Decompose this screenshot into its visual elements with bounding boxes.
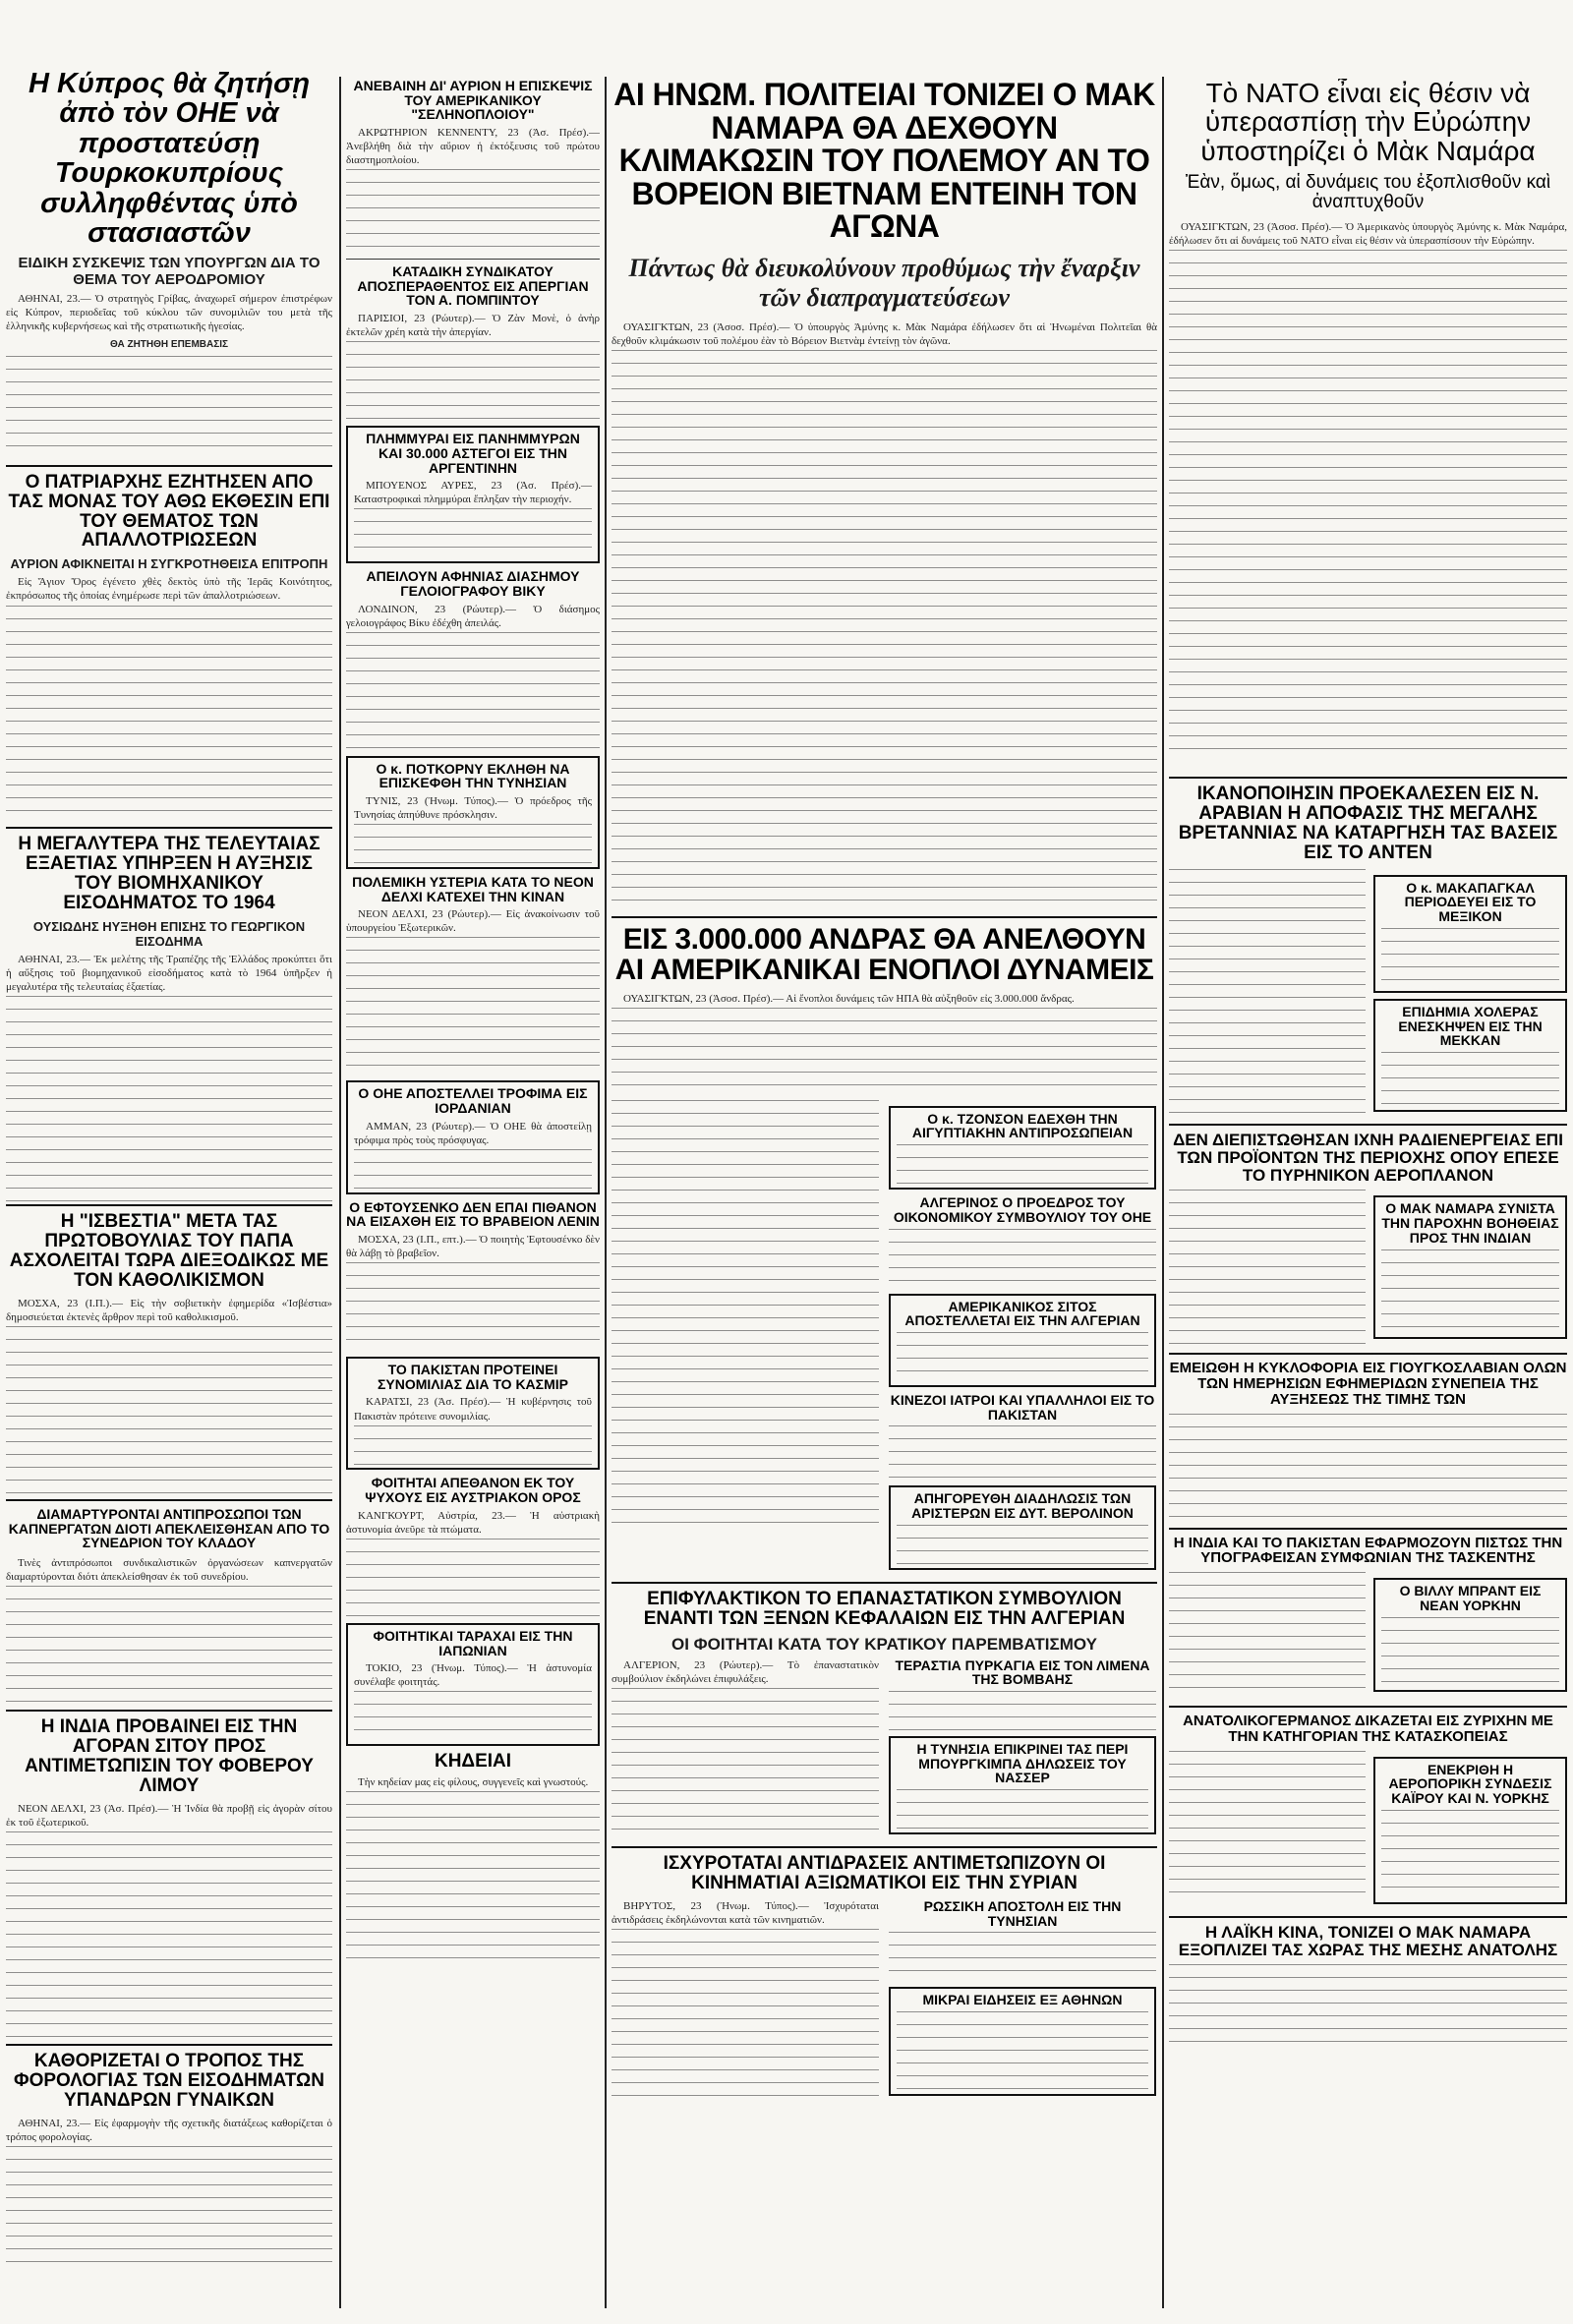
subcolumn-right [889, 1658, 1156, 1840]
article-viki [346, 603, 600, 750]
article-text: ΤΟΚΙΟ, 23 (Ἠνωμ. Τύπος).— Ἡ ἀστυνομία συνέλαβε φοιτητάς. [354, 1662, 592, 1689]
article-tobacco [6, 1556, 332, 1704]
subcolumns-syria [612, 1899, 1157, 2102]
subcolumns-radio [1169, 1190, 1567, 1347]
article-3m [612, 992, 1157, 1100]
article-kennedy [346, 126, 600, 254]
article-text: ΟΥΑΣΙΓΚΤΩΝ, 23 (Ἀσοσ. Πρέσ).— Ὁ Ἀμερικανὸς ὑπουργὸς Ἀμύνης κ. Μὰκ Ναμάρα, ἐδήλωσεν ὅτι αἱ δυνάμεις τοῦ ΝΑΤΟ εἶναι εἰς θέσιν νὰ ὑπερασπίσουν τὴν Εὐρώπην. [1169, 221, 1567, 248]
text-column [6, 606, 332, 817]
text-column [354, 824, 592, 863]
headline-arrest: ΑΠΗΓΟΡΕΥΘΗ ΔΙΑΔΗΛΩΣΙΣ ΤΩΝ ΑΡΙΣΤΕΡΩΝ ΕΙΣ ΔΥΤ. ΒΕΡΟΛΙΝΟΝ [911, 1490, 1134, 1521]
headline-income: Η ΜΕΓΑΛΥΤΕΡΑ ΤΗΣ ΤΕΛΕΥΤΑΙΑΣ ΕΞΑΕΤΙΑΣ ΥΠΗΡΞΕΝ Η ΑΥΞΗΣΙΣ ΤΟΥ ΒΙΟΜΗΧΑΝΙΚΟΥ ΕΙΣΟΔΗΜΑΤΟΣ ΤΟ 1964 [18, 834, 320, 914]
article-kashmir [354, 1395, 592, 1464]
headline-india-food: Η ΙΝΔΙΑ ΠΡΟΒΑΙΝΕΙ ΕΙΣ ΤΗΝ ΑΓΟΡΑΝ ΣΙΤΟΥ ΠΡΟΣ ΑΝΤΙΜΕΤΩΠΙΣΙΝ ΤΟΥ ΦΟΒΕΡΟΥ ΛΙΜΟΥ [25, 1715, 314, 1796]
headline-strike: ΚΑΤΑΔΙΚΗ ΣΥΝΔΙΚΑΤΟΥ ΑΠΟΣΠΕΡΑΘΕΝΤΟΣ ΕΙΣ ΑΠΕΡΓΙΑΝ ΤΟΝ Α. ΠΟΜΠΙΝΤΟΥ [357, 263, 589, 309]
subcolumn-right [1373, 869, 1567, 1118]
divider [6, 465, 332, 467]
article-patriarch [6, 575, 332, 821]
subcolumns-tashkent [1169, 1572, 1567, 1700]
text-column [889, 1229, 1156, 1288]
text-column [1169, 1751, 1366, 1898]
article-text: ΜΟΣΧΑ, 23 (Ι.Π.).— Εἰς τὴν σοβιετικὴν ἐφημερίδα «Ἰσβέστια» δημοσιεύεται ἐκτενὲς ἄρθρον περὶ τοῦ καθολικισμοῦ. [6, 1297, 332, 1323]
boxed-article-mcn-india [1373, 1195, 1567, 1338]
headline-kennedy: ΑΝΕΒΑΙΝΗ ΔΙ' ΑΥΡΙΟΝ Η ΕΠΙΣΚΕΨΙΣ ΤΟΥ ΑΜΕΡΙΚΑΝΙΚΟΥ "ΣΕΛΗΝΟΠΛΟΙΟΥ" [353, 79, 593, 123]
divider [1169, 777, 1567, 779]
divider [1169, 1916, 1567, 1918]
article-text: ΚΑΡΑΤΣΙ, 23 (Ἀσ. Πρέσ).— Ἡ κυβέρνησις τοῦ Πακιστὰν πρότεινε συνομιλίας. [354, 1396, 592, 1423]
text-column [1381, 1810, 1559, 1898]
headline-3m: ΕΙΣ 3.000.000 ΑΝΔΡΑΣ ΘΑ ΑΝΕΛΘΟΥΝ ΑΙ ΑΜΕΡΙΚΑΝΙΚΑΙ ΕΝΟΠΛΟΙ ΔΥΝΑΜΕΙΣ [614, 922, 1154, 987]
headline-china: Η ΛΑΪΚΗ ΚΙΝΑ, ΤΟΝΙΖΕΙ Ο ΜΑΚ ΝΑΜΑΡΑ ΕΞΟΠΛΙΖΕΙ ΤΑΣ ΧΩΡΑΣ ΤΗΣ ΜΕΣΗΣ ΑΝΑΤΟΛΗΣ [1178, 1922, 1558, 1959]
text-column [1169, 1190, 1366, 1347]
divider [6, 1499, 332, 1501]
headline-students: ΦΟΙΤΗΤΑΙ ΑΠΕΘΑΝΟΝ ΕΚ ΤΟΥ ΨΥΧΟΥΣ ΕΙΣ ΑΥΣΤΡΙΑΚΟΝ ΟΡΟΣ [365, 1475, 581, 1506]
headline-funeral: ΚΗΔΕΙΑΙ [434, 1751, 512, 1772]
text-column [346, 169, 600, 262]
subcolumn-left [1169, 1190, 1366, 1347]
subhead-nato: Ἐὰν, ὅμως, αἱ δυνάμεις του ἐξοπλισθοῦν καὶ ἀναπτυχθοῦν [1185, 172, 1551, 213]
headline-hysteria: ΠΟΛΕΜΙΚΗ ΥΣΤΕΡΙΑ ΚΑΤΑ ΤΟ ΝΕΟΝ ΔΕΛΧΙ ΚΑΤΕΧΕΙ ΤΗΝ ΚΙΝΑΝ [352, 873, 594, 904]
text-column [1381, 1617, 1559, 1686]
text-column [346, 341, 600, 420]
headline-air: ΕΝΕΚΡΙΘΗ Η ΑΕΡΟΠΟΡΙΚΗ ΣΥΝΔΕΣΙΣ ΚΑΪΡΟΥ ΚΑΙ Ν. ΥΟΡΚΗΣ [1388, 1761, 1552, 1807]
subcolumn-left [1169, 1572, 1366, 1700]
text-column [346, 1791, 600, 1958]
headline-news: ΜΙΚΡΑΙ ΕΙΔΗΣΕΙΣ ΕΞ ΑΘΗΝΩΝ [922, 1992, 1123, 2008]
boxed-article-tunisia [889, 1736, 1156, 1834]
headline-tashkent: Η ΙΝΔΙΑ ΚΑΙ ΤΟ ΠΑΚΙΣΤΑΝ ΕΦΑΡΜΟΖΟΥΝ ΠΙΣΤΩΣ ΤΗΝ ΥΠΟΓΡΑΦΕΙΣΑΝ ΣΥΜΦΩΝΙΑΝ ΤΗΣ ΤΑΣΚΕΝΤΗΣ [1173, 1534, 1563, 1567]
article-students [346, 1509, 600, 1617]
headline-patriarch: Ο ΠΑΤΡΙΑΡΧΗΣ ΕΖΗΤΗΣΕΝ ΑΠΟ ΤΑΣ ΜΟΝΑΣ ΤΟΥ ΑΘΩ ΕΚΘΕΣΙΝ ΕΠΙ ΤΟΥ ΘΕΜΑΤΟΣ ΤΩΝ ΑΠΑΛΛΟΤΡΙΩΣΕΩΝ [8, 471, 330, 552]
headline-izvestia: Η "ΙΣΒΕΣΤΙΑ" ΜΕΤΑ ΤΑΣ ΠΡΩΤΟΒΟΥΛΙΑΣ ΤΟΥ ΠΑΠΑ ΑΣΧΟΛΕΙΤΑΙ ΤΩΡΑ ΔΙΕΞΟΔΙΚΩΣ ΜΕ ΤΟΝ ΚΑΘΟΛΙΚΙΣΜΟΝ [9, 1211, 329, 1291]
article-text: ΒΗΡΥΤΟΣ, 23 (Ἠνωμ. Τύπος).— Ἰσχυρόταται ἀντιδράσεις ἐκδηλώνονται κατὰ τῶν κινηματιῶν. [612, 1899, 879, 1926]
subhead-patriarch: ΑΥΡΙΟΝ ΑΦΙΚΝΕΙΤΑΙ Η ΣΥΓΚΡΟΤΗΘΕΙΣΑ ΕΠΙΤΡΟΠΗ [10, 556, 328, 572]
text-column [612, 350, 1157, 901]
text-column [1169, 1414, 1567, 1522]
column-3 [612, 79, 1157, 2320]
article-text: ΤΥΝΙΣ, 23 (Ἠνωμ. Τύπος).— Ὁ πρόεδρος τῆς Τυνησίας ἀπηύθυνε πρόσκλησιν. [354, 794, 592, 822]
headline-yugoslavia: ΕΜΕΙΩΘΗ Η ΚΥΚΛΟΦΟΡΙΑ ΕΙΣ ΓΙΟΥΓΚΟΣΛΑΒΙΑΝ ΟΛΩΝ ΤΩΝ ΗΜΕΡΗΣΙΩΝ ΕΦΗΜΕΡΙΔΩΝ ΣΥΝΕΠΕΙΑ ΤΗΣ ΑΥΞΗΣΕΩΣ ΤΗΣ ΤΙΜΗΣ ΤΩΝ [1169, 1360, 1567, 1408]
article-izvestia [6, 1297, 332, 1493]
headline-jordan: Ο ΟΗΕ ΑΠΟΣΤΕΛΛΕΙ ΤΡΟΦΙΜΑ ΕΙΣ ΙΟΡΔΑΝΙΑΝ [358, 1085, 588, 1116]
article-nato [1169, 220, 1567, 771]
text-column [612, 1929, 879, 2096]
text-column [6, 1831, 332, 2038]
divider [612, 916, 1157, 918]
divider [1169, 1353, 1567, 1355]
text-column [346, 937, 600, 1075]
headline-syria: ΙΣΧΥΡΟΤΑΤΑΙ ΑΝΤΙΔΡΑΣΕΙΣ ΑΝΤΙΜΕΤΩΠΙΖΟΥΝ ΟΙ ΚΙΝΗΜΑΤΙΑΙ ΑΞΙΩΜΑΤΙΚΟΙ ΕΙΣ ΤΗΝ ΣΥΡΙΑΝ [663, 1852, 1106, 1893]
subcolumns-algeria [612, 1658, 1157, 1840]
article-text: ΟΥΑΣΙΓΚΤΩΝ, 23 (Ἀσοσ. Πρέσ).— Αἱ ἔνοπλοι δυνάμεις τῶν ΗΠΑ θὰ αὐξηθοῦν εἰς 3.000.000 ἄνδρας. [623, 992, 1075, 1005]
headline-algerian-pres: ΑΛΓΕΡΙΝΟΣ Ο ΠΡΟΕΔΡΟΣ ΤΟΥ ΟΙΚΟΝΟΜΙΚΟΥ ΣΥΜΒΟΥΛΙΟΥ ΤΟΥ ΟΗΕ [893, 1194, 1152, 1225]
headline-algeria: ΕΠΙΦΥΛΑΚΤΙΚΟΝ ΤΟ ΕΠΑΝΑΣΤΑΤΙΚΟΝ ΣΥΜΒΟΥΛΙΟΝ ΕΝΑΝΤΙ ΤΩΝ ΞΕΝΩΝ ΚΕΦΑΛΑΙΩΝ ΕΙΣ ΤΗΝ ΑΛΓΕΡΙΑΝ [643, 1588, 1126, 1629]
boxed-article-potr [346, 756, 600, 869]
text-column [1169, 250, 1567, 761]
headline-cholera: ΕΠΙΔΗΜΙΑ ΧΟΛΕΡΑΣ ΕΝΕΣΚΗΨΕΝ ΕΙΣ ΤΗΝ ΜΕΚΚΑΝ [1398, 1003, 1543, 1049]
text-column [1169, 869, 1366, 1115]
headline-wheat: ΑΜΕΡΙΚΑΝΙΚΟΣ ΣΙΤΟΣ ΑΠΟΣΤΕΛΛΕΤΑΙ ΕΙΣ ΤΗΝ ΑΛΓΕΡΙΑΝ [904, 1298, 1140, 1329]
text-column [354, 1691, 592, 1740]
article-text: Εἰς Ἅγιον Ὄρος ἐγένετο χθὲς δεκτὸς ὑπὸ τῆς Ἱερᾶς Κοινότητος, ἐκπρόσωπος τῆς ὁποίας ἐνημέρωσε περὶ τῶν ἀπαλλοτριώσεων. [6, 576, 332, 603]
boxed-article-japan [346, 1623, 600, 1746]
article-hysteria [346, 907, 600, 1075]
boxed-article-wheat [889, 1294, 1156, 1387]
text-column [897, 1525, 1148, 1564]
headline-radio: ΔΕΝ ΔΙΕΠΙΣΤΩΘΗΣΑΝ ΙΧΝΗ ΡΑΔΙΕΝΕΡΓΕΙΑΣ ΕΠΙ ΤΩΝ ΠΡΟΪΟΝΤΩΝ ΤΗΣ ΠΕΡΙΟΧΗΣ ΟΠΟΥ ΕΠΕΣΕ ΤΟ ΠΥΡΗΝΙΚΟΝ ΑΕΡΟΠΛΑΝΟΝ [1173, 1130, 1563, 1185]
text-column [897, 1789, 1148, 1829]
text-column [346, 1262, 600, 1351]
article-text: ΑΜΜΑΝ, 23 (Ρώυτερ).— Ὁ ΟΗΕ θὰ ἀποστείλῃ τρόφιμα πρὸς τοὺς πρόσφυγας. [354, 1120, 592, 1146]
article-text: ΜΟΣΧΑ, 23 (Ι.Π., επτ.).— Ὁ ποιητὴς Ἐφτουσένκο δὲν θὰ λάβῃ τὸ βραβεῖον. [346, 1234, 600, 1260]
subhead-cyprus: ΕΙΔΙΚΗ ΣΥΣΚΕΨΙΣ ΤΩΝ ΥΠΟΥΡΓΩΝ ΔΙΑ ΤΟ ΘΕΜΑ ΤΟΥ ΑΕΡΟΔΡΟΜΙΟΥ [18, 254, 320, 288]
text-column [889, 1691, 1156, 1730]
article-main [612, 320, 1157, 910]
divider [1169, 1706, 1567, 1708]
text-column [1169, 1572, 1366, 1700]
headline-tax: ΚΑΘΟΡΙΖΕΤΑΙ Ο ΤΡΟΠΟΣ ΤΗΣ ΦΟΡΟΛΟΓΙΑΣ ΤΩΝ ΕΙΣΟΔΗΜΑΤΩΝ ΥΠΑΝΔΡΩΝ ΓΥΝΑΙΚΩΝ [13, 2050, 325, 2111]
article-text: ΚΑΝΓΚΟΥΡΤ, Αὐστρία, 23.— Ἡ αὐστριακὴ ἀστυνομία ἀνεῦρε τὰ πτώματα. [346, 1509, 600, 1536]
headline-floods: ΠΛΗΜΜΥΡΑΙ ΕΙΣ ΠΑΝΗΜΜΥΡΩΝ ΚΑΙ 30.000 ΑΣΤΕΓΟΙ ΕΙΣ ΤΗΝ ΑΡΓΕΝΤΙΝΗΝ [366, 431, 580, 476]
text-column [354, 508, 592, 557]
headline-efto: Ο ΕΦΤΟΥΣΕΝΚΟ ΔΕΝ ΕΠΑΙ ΠΙΘΑΝΟΝ ΝΑ ΕΙΣΑΧΘΗ ΕΙΣ ΤΟ ΒΡΑΒΕΙΟΝ ΛΕΝΙΝ [346, 1198, 600, 1230]
headline-tunisia: Η ΤΥΝΗΣΙΑ ΕΠΙΚΡΙΝΕΙ ΤΑΣ ΠΕΡΙ ΜΠΟΥΡΓΚΙΜΠΑ ΔΗΛΩΣΕΙΣ ΤΟΥ ΝΑΣΣΕΡ [916, 1740, 1129, 1786]
divider [612, 1846, 1157, 1848]
divider [1169, 1124, 1567, 1126]
subcolumn-left [612, 1100, 879, 1576]
article-text: ΑΘΗΝΑΙ, 23.— Ὁ στρατηγὸς Γρίβας, ἀναχωρεῖ σήμερον ἐπιστρέφων εἰς Κύπρον, περιοδεῖας τοῦ κύκλου τῶν συνομιλιῶν του μετὰ τῆς ἑλληνικῆς κυβερνήσεως καὶ τῆς στρατιωτικῆς ἡγεσίας. [6, 292, 332, 332]
boxed-article-cholera [1373, 999, 1567, 1112]
boxed-article-news [889, 1987, 1156, 2096]
boxed-article-air [1373, 1757, 1567, 1904]
column-4 [1169, 79, 1567, 2320]
headline-zurich: ΑΝΑΤΟΛΙΚΟΓΕΡΜΑΝΟΣ ΔΙΚΑΖΕΤΑΙ ΕΙΣ ΖΥΡΙΧΗΝ ΜΕ ΤΗΝ ΚΑΤΗΓΟΡΙΑΝ ΤΗΣ ΚΑΤΑΣΚΟΠΕΙΑΣ [1183, 1713, 1553, 1745]
article-strike [346, 312, 600, 420]
article-potr [354, 794, 592, 863]
headline-japan: ΦΟΙΤΗΤΙΚΑΙ ΤΑΡΑΧΑΙ ΕΙΣ ΤΗΝ ΙΑΠΩΝΙΑΝ [373, 1627, 573, 1658]
article-text: ΝΕΟΝ ΔΕΛΧΙ, 23 (Ἀσ. Πρέσ).— Ἡ Ἰνδία θὰ προβῇ εἰς ἀγορὰν σίτου ἐκ τοῦ ἐξωτερικοῦ. [6, 1802, 332, 1829]
boxed-article-floods [346, 426, 600, 563]
article-jordan [354, 1120, 592, 1189]
text-column [612, 1100, 879, 1533]
subhead-income: ΟΥΣΙΩΔΗΣ ΗΥΞΗΘΗ ΕΠΙΣΗΣ ΤΟ ΓΕΩΡΓΙΚΟΝ ΕΙΣΟΔΗΜΑ [32, 919, 306, 950]
divider [6, 1710, 332, 1712]
headline-arabia: ΙΚΑΝΟΠΟΙΗΣΙΝ ΠΡΟΕΚΑΛΕΣΕΝ ΕΙΣ Ν. ΑΡΑΒΙΑΝ Η ΑΠΟΦΑΣΙΣ ΤΗΣ ΜΕΓΑΛΗΣ ΒΡΕΤΑΝΝΙΑΣ ΝΑ ΚΑΤΑΡΓΗΣΗ ΤΑΣ ΒΑΣΕΙΣ ΕΙΣ ΤΟ ΑΝΤΕΝ [1178, 784, 1558, 863]
text-column [897, 1332, 1148, 1381]
text-column [889, 1425, 1156, 1480]
column-rule [339, 77, 341, 2308]
text-column [6, 2146, 332, 2274]
article-text: ΠΑΡΙΣΙΟΙ, 23 (Ρώυτερ).— Ὁ Ζὰν Μονὲ, ὁ ἀνὴρ ἐκτελῶν χρέη κατὰ τὴν ἀπεργίαν. [346, 313, 600, 339]
article-income [6, 953, 332, 1198]
headline-kashmir: ΤΟ ΠΑΚΙΣΤΑΝ ΠΡΟΤΕΙΝΕΙ ΣΥΝΟΜΙΛΙΑΣ ΔΙΑ ΤΟ ΚΑΣΜΙΡ [378, 1362, 568, 1392]
text-column [1381, 1249, 1559, 1333]
column-2 [346, 79, 600, 2320]
headline-johnson: Ο κ. ΤΖΟΝΣΟΝ ΕΔΕΧΘΗ ΤΗΝ ΑΙΓΥΠΤΙΑΚΗΝ ΑΝΤΙΠΡΟΣΩΠΕΙΑΝ [911, 1110, 1134, 1141]
headline-russian: ΡΩΣΣΙΚΗ ΑΠΟΣΤΟΛΗ ΕΙΣ ΤΗΝ ΤΥΝΗΣΙΑΝ [923, 1897, 1122, 1929]
divider [6, 2044, 332, 2046]
subcolumn-right [1373, 1572, 1567, 1700]
article-text: ΟΥΑΣΙΓΚΤΩΝ, 23 (Ἀσοσ. Πρέσ).— Ὁ ὑπουργὸς Ἀμύνης κ. Μὰκ Ναμάρα ἐδήλωσεν ὅτι αἱ Ἡνωμέναι Πολιτεῖαι θὰ δεχθοῦν κλιμάκωσιν τοῦ πολέμου ἐὰν τὸ Βόρειον Βιετνὰμ ἐντείνῃ τὸν ἀγῶνα. [612, 320, 1157, 347]
boxed-article-makarios [1373, 875, 1567, 993]
boxed-article-brandt [1373, 1578, 1567, 1691]
subcolumns-arabia [1169, 869, 1567, 1118]
article-efto [346, 1233, 600, 1351]
article-text: ΝΕΟΝ ΔΕΛΧΙ, 23 (Ρώυτερ).— Εἰς ἀνακοίνωσιν τοῦ ὑπουργείου Ἐξωτερικῶν. [346, 908, 600, 935]
headline-nato: Τὸ ΝΑΤΟ εἶναι εἰς θέσιν νὰ ὑπερασπίσῃ τὴν Εὐρώπην ὑποστηρίζει ὁ Μὰκ Ναμάρα [1200, 79, 1536, 166]
article-text: ΑΘΗΝΑΙ, 23.— Εἰς ἐφαρμογὴν τῆς σχετικῆς διατάξεως καθορίζεται ὁ τρόπος φορολογίας. [6, 2117, 332, 2143]
headline-viki: ΑΠΕΙΛΟΥΝ ΑΦΗΝΙΑΣ ΔΙΑΣΗΜΟΥ ΓΕΛΟΙΟΓΡΑΦΟΥ ΒΙΚΥ [366, 568, 580, 599]
divider [1169, 1528, 1567, 1530]
article-japan [354, 1661, 592, 1740]
text-column [346, 1539, 600, 1617]
headline-ship: ΤΕΡΑΣΤΙΑ ΠΥΡΚΑΓΙΑ ΕΙΣ ΤΟΝ ΛΙΜΕΝΑ ΤΗΣ ΒΟΜΒΑΗΣ [895, 1656, 1150, 1688]
article-text: ΑΘΗΝΑΙ, 23.— Ἐκ μελέτης τῆς Τραπέζης τῆς Ἑλλάδος προκύπτει ὅτι ἡ αὔξησις τοῦ βιομηχανικοῦ εἰσοδήματος κατὰ τὸ 1964 ὑπῆρξεν ἡ μεγαλυτέρα τῆς τελευταίας ἑξαετίας. [6, 954, 332, 994]
divider [6, 827, 332, 829]
article-cyprus [6, 292, 332, 459]
italic-subhead: Πάντως θὰ διευκολύνουν προθύμως τὴν ἔναρξιν τῶν διαπραγματεύσεων [628, 253, 1140, 312]
headline-potr: Ο κ. ΠΟΤΚΟΡΝΥ ΕΚΛΗΘΗ ΝΑ ΕΠΙΣΚΕΦΘΗ ΤΗΝ ΤΥΝΗΣΙΑΝ [376, 760, 570, 791]
article-text: ΑΛΓΕΡΙΟΝ, 23 (Ρώυτερ).— Τὸ ἐπαναστατικὸν συμβούλιον ἐκδηλώνει ἐπιφυλάξεις. [612, 1658, 879, 1685]
article-funeral [346, 1775, 600, 1972]
column-rule [605, 77, 607, 2308]
subcolumn-right [1373, 1751, 1567, 1910]
headline-mcn-india: Ο ΜΑΚ ΝΑΜΑΡΑ ΣΥΝΙΣΤΑ ΤΗΝ ΠΑΡΟΧΗΝ ΒΟΗΘΕΙΑΣ ΠΡΟΣ ΤΗΝ ΙΝΔΙΑΝ [1381, 1200, 1559, 1246]
article-floods [354, 479, 592, 557]
article-text: ΑΚΡΩΤΗΡΙΟΝ ΚΕΝΝΕΝΤΥ, 23 (Ἀσ. Πρέσ).— Ἀνεβλήθη διὰ τὴν αὔριον ἡ ἐκτόξευσις τοῦ πρώτου διαστημοπλοίου. [346, 127, 600, 167]
text-column [6, 1586, 332, 1704]
subcolumns-zurich [1169, 1751, 1567, 1910]
article-tax [6, 2117, 332, 2274]
article-text: Τινὲς ἀντιπρόσωποι συνδικαλιστικῶν ὀργανώσεων καπνεργατῶν διαμαρτύρονται διότι ἀπεκλείσθησαν ἐκ τοῦ συνεδρίου. [6, 1556, 332, 1584]
headline-cyprus: Η Κύπρος θὰ ζητήσῃ ἀπὸ τὸν ΟΗΕ νὰ προστατεύσῃ Τουρκοκυπρίους συλληφθέντας ὑπὸ στασιαστῶν [28, 69, 311, 250]
text-column [1381, 1052, 1559, 1106]
article-algeria [612, 1658, 879, 1840]
boxed-article-arrest [889, 1485, 1156, 1569]
headline-tobacco: ΔΙΑΜΑΡΤΥΡΟΝΤΑΙ ΑΝΤΙΠΡΟΣΩΠΟΙ ΤΩΝ ΚΑΠΝΕΡΓΑΤΩΝ ΔΙΟΤΙ ΑΠΕΚΛΕΙΣΘΗΣΑΝ ΑΠΟ ΤΟ ΣΥΝΕΔΡΙΟΝ ΤΟΥ ΚΛΑΔΟΥ [8, 1505, 330, 1551]
boxed-article-kashmir [346, 1357, 600, 1470]
article-text: ΜΠΟΥΕΝΟΣ ΑΥΡΕΣ, 23 (Ἀσ. Πρέσ).— Καταστροφικαὶ πλημμύραι ἔπληξαν τὴν περιοχήν. [354, 480, 592, 506]
headline-brandt: Ο ΒΙΛΛΥ ΜΠΡΑΝΤ ΕΙΣ ΝΕΑΝ ΥΟΡΚΗΝ [1399, 1583, 1542, 1613]
subhead-demand: ΘΑ ΖΗΤΗΘΗ ΕΠΕΜΒΑΣΙΣ [109, 338, 229, 350]
text-column [1169, 1964, 1567, 2043]
subcolumn-left [1169, 1751, 1366, 1910]
text-column [612, 1688, 879, 1835]
text-column [612, 1008, 1157, 1086]
subcolumn-right [889, 1899, 1156, 2102]
subcolumn-right [1373, 1190, 1567, 1347]
text-column [346, 632, 600, 750]
article-india-food [6, 1802, 332, 2038]
article-syria [612, 1899, 879, 2102]
text-column [6, 996, 332, 1207]
text-column [6, 356, 332, 449]
article-text: ΛΟΝΔΙΝΟΝ, 23 (Ρώυτερ).— Ὁ διάσημος γελοιογράφος Βίκυ ἐδέχθη ἀπειλάς. [346, 603, 600, 629]
text-column [897, 2011, 1148, 2090]
column-rule [1162, 77, 1164, 2308]
text-column [1381, 928, 1559, 987]
headline-makarios: Ο κ. ΜΑΚΑΠΑΓΚΑΛ ΠΕΡΙΟΔΕΥΕΙ ΕΙΣ ΤΟ ΜΕΞΙΚΟΝ [1404, 879, 1537, 925]
boxed-article-jordan [346, 1080, 600, 1193]
divider [612, 1582, 1157, 1584]
subhead-algeria: ΟΙ ΦΟΙΤΗΤΑΙ ΚΑΤΑ ΤΟΥ ΚΡΑΤΙΚΟΥ ΠΑΡΕΜΒΑΤΙΣΜΟΥ [671, 1634, 1097, 1654]
boxed-article-johnson [889, 1106, 1156, 1190]
article-text: Τὴν κηδείαν μας εἰς φίλους, συγγενεῖς καὶ γνωστούς. [358, 1776, 589, 1789]
headline-chinese: ΚΙΝΕΖΟΙ ΙΑΤΡΟΙ ΚΑΙ ΥΠΑΛΛΗΛΟΙ ΕΙΣ ΤΟ ΠΑΚΙΣΤΑΝ [890, 1391, 1155, 1423]
column-1 [6, 69, 332, 2320]
text-column [6, 1326, 332, 1493]
subcolumn-left [1169, 869, 1366, 1118]
subcolumns-3m [612, 1100, 1157, 1576]
headline-main: ΑΙ ΗΝΩΜ. ΠΟΛΙΤΕΙΑΙ ΤΟΝΙΖΕΙ Ο ΜΑΚ ΝΑΜΑΡΑ ΘΑ ΔΕΧΘΟΥΝ ΚΛΙΜΑΚΩΣΙΝ ΤΟΥ ΠΟΛΕΜΟΥ ΑΝ ΤΟ ΒΟΡΕΙΟΝ ΒΙΕΤΝΑΜ ΕΝΤΕΙΝΗ ΤΟΝ ΑΓΩΝΑ [613, 79, 1155, 245]
text-column [354, 1149, 592, 1189]
text-column [889, 1932, 1156, 1981]
text-column [354, 1425, 592, 1465]
subcolumn-right [889, 1100, 1156, 1576]
text-column [897, 1144, 1148, 1184]
